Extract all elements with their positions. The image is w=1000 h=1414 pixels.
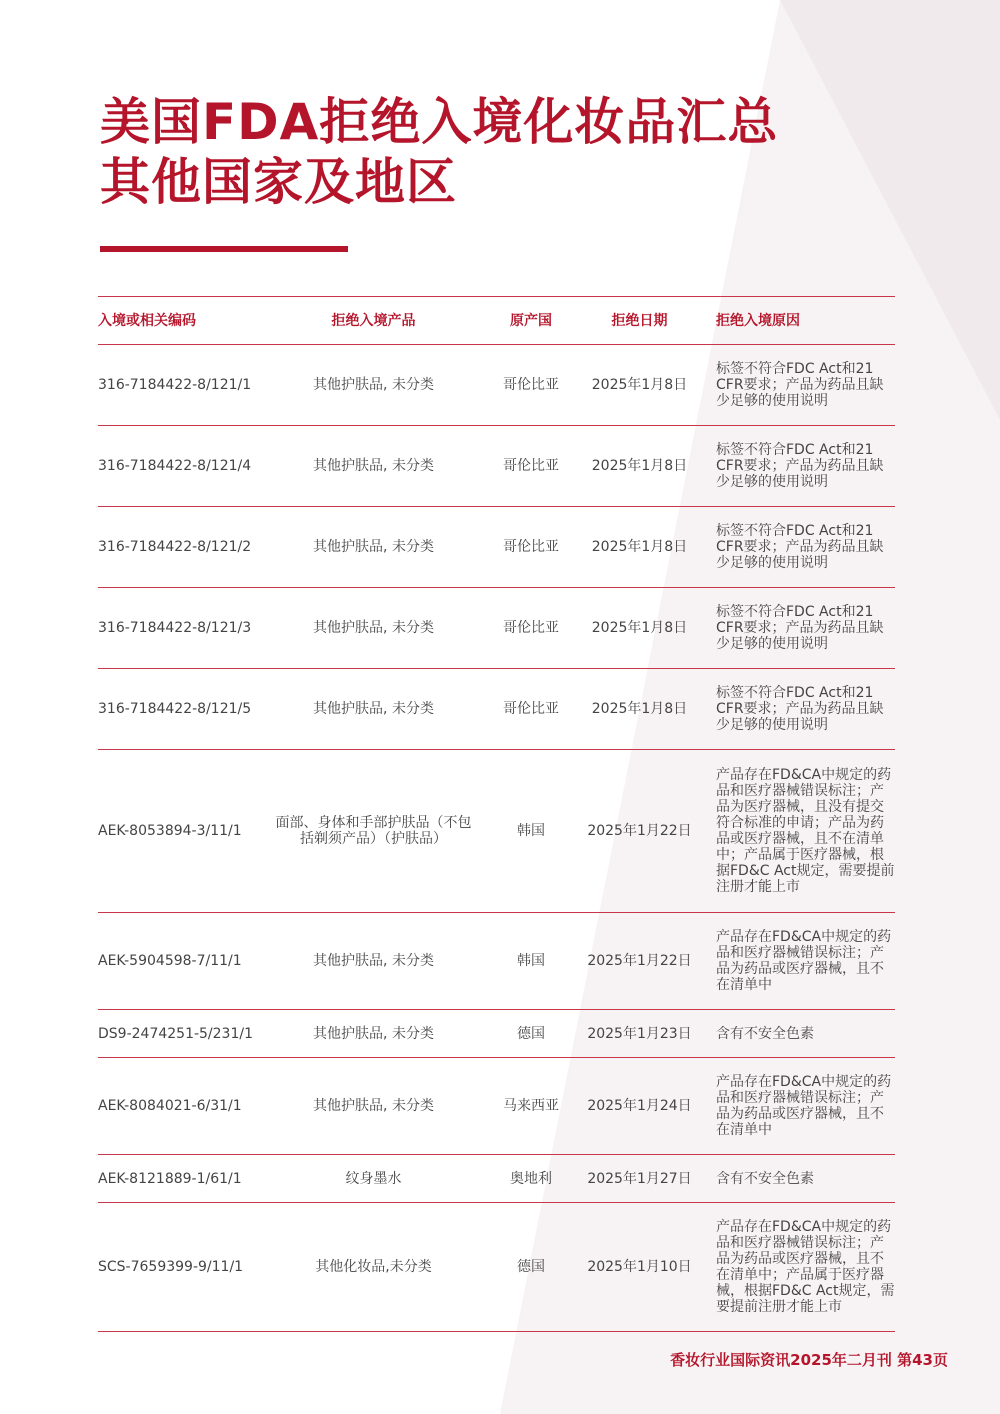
cell-country: 德国: [517, 1025, 545, 1042]
cell-date: 2025年1月8日: [591, 620, 688, 636]
cell-date: 2025年1月8日: [591, 701, 688, 717]
cell-product: 其他护肤品, 未分类: [313, 1098, 434, 1114]
page-title: [100, 92, 778, 212]
cell-reason: 产品存在FD&CA中规定的药品和医疗器械错误标注；产品为药品或医疗器械，且不在清单中: [716, 929, 892, 993]
cell-product: 其他护肤品, 未分类: [313, 458, 434, 474]
title-line-2: 其他国家及地区: [100, 153, 457, 211]
table-row: [98, 669, 895, 750]
cell-product: 其他护肤品, 未分类: [313, 953, 434, 969]
cell-date: 2025年1月24日: [587, 1098, 692, 1114]
header-reason: 拒绝入境原因: [716, 312, 800, 329]
table-row: [98, 1010, 895, 1058]
cell-country: 哥伦比亚: [503, 620, 559, 636]
cell-product: 面部、身体和手部护肤品（不包括剃须产品）（护肤品）: [275, 815, 472, 847]
cell-code: DS9-2474251-5/231/1: [98, 1025, 253, 1042]
cell-country: 哥伦比亚: [503, 539, 559, 555]
cell-date: 2025年1月22日: [587, 823, 692, 839]
cell-reason: 产品存在FD&CA中规定的药品和医疗器械错误标注；产品为药品或医疗器械，且不在清单中: [716, 1074, 892, 1138]
cell-product: 其他护肤品, 未分类: [313, 620, 434, 636]
cell-country: 马来西亚: [503, 1098, 559, 1114]
table-row: [98, 588, 895, 669]
cell-country: 哥伦比亚: [503, 458, 559, 474]
cell-reason: 标签不符合FDC Act和21 CFR要求；产品为药品且缺少足够的使用说明: [716, 361, 884, 409]
cell-country: 哥伦比亚: [503, 377, 559, 393]
cell-country: 韩国: [517, 953, 545, 969]
cell-country: 哥伦比亚: [503, 701, 559, 717]
cell-code: 316-7184422-8/121/3: [98, 620, 252, 636]
table-row: [98, 426, 895, 507]
cell-code: AEK-8084021-6/31/1: [98, 1098, 242, 1114]
cell-reason: 标签不符合FDC Act和21 CFR要求；产品为药品且缺少足够的使用说明: [716, 442, 884, 490]
cell-product: 纹身墨水: [345, 1170, 402, 1187]
cell-reason: 含有不安全色素: [716, 1025, 814, 1042]
cell-date: 2025年1月8日: [591, 539, 688, 555]
cell-code: AEK-8121889-1/61/1: [98, 1170, 242, 1187]
cell-country: 韩国: [517, 823, 545, 839]
page-footer: 香妆行业国际资讯2025年二月刊 第43页: [670, 1351, 948, 1369]
refusal-table: [98, 296, 895, 1332]
cell-code: AEK-5904598-7/11/1: [98, 953, 242, 969]
table-row: [98, 507, 895, 588]
cell-code: 316-7184422-8/121/4: [98, 458, 252, 474]
table-row: [98, 1155, 895, 1203]
cell-code: 316-7184422-8/121/5: [98, 701, 252, 717]
table-row: [98, 1058, 895, 1155]
cell-date: 2025年1月27日: [587, 1170, 692, 1187]
cell-product: 其他化妆品,未分类: [315, 1259, 432, 1275]
cell-product: 其他护肤品, 未分类: [313, 377, 434, 393]
table-row: [98, 750, 895, 913]
cell-reason: 标签不符合FDC Act和21 CFR要求；产品为药品且缺少足够的使用说明: [716, 523, 884, 571]
cell-reason: 产品存在FD&CA中规定的药品和医疗器械错误标注；产品为药品或医疗器械，且不在清单中；产品属于医疗器械，根据FD&C Act规定，需要提前注册才能上市: [716, 1219, 895, 1315]
cell-product: 其他护肤品, 未分类: [313, 701, 434, 717]
cell-date: 2025年1月10日: [587, 1259, 692, 1275]
cell-date: 2025年1月8日: [591, 458, 688, 474]
cell-country: 奥地利: [510, 1170, 552, 1187]
cell-date: 2025年1月23日: [587, 1025, 692, 1042]
cell-reason: 含有不安全色素: [716, 1170, 814, 1187]
cell-reason: 标签不符合FDC Act和21 CFR要求；产品为药品且缺少足够的使用说明: [716, 685, 884, 733]
cell-product: 其他护肤品, 未分类: [313, 539, 434, 555]
cell-code: SCS-7659399-9/11/1: [98, 1259, 244, 1275]
cell-reason: 标签不符合FDC Act和21 CFR要求；产品为药品且缺少足够的使用说明: [716, 604, 884, 652]
cell-code: 316-7184422-8/121/2: [98, 539, 252, 555]
header-date: 拒绝日期: [611, 312, 668, 329]
cell-code: 316-7184422-8/121/1: [98, 377, 252, 393]
cell-reason: 产品存在FD&CA中规定的药品和医疗器械错误标注；产品为医疗器械，且没有提交符合标准的申请；产品为药品或医疗器械，且不在清单中；产品属于医疗器械，根据FD&C Act规定，需要提前注册才能上市: [716, 767, 895, 895]
cell-date: 2025年1月22日: [587, 953, 692, 969]
cell-code: AEK-8053894-3/11/1: [98, 823, 242, 839]
header-code: 入境或相关编码: [98, 312, 196, 329]
table-header-row: [98, 297, 895, 345]
header-country: 原产国: [510, 312, 552, 329]
title-line-1: 美国FDA拒绝入境化妆品汇总: [100, 93, 779, 151]
table-row: [98, 913, 895, 1010]
title-underline: [100, 246, 348, 252]
table-row: [98, 345, 895, 426]
cell-country: 德国: [517, 1259, 545, 1275]
cell-date: 2025年1月8日: [591, 377, 688, 393]
table-row: [98, 1203, 895, 1332]
cell-product: 其他护肤品, 未分类: [313, 1025, 434, 1042]
header-product: 拒绝入境产品: [331, 312, 416, 329]
